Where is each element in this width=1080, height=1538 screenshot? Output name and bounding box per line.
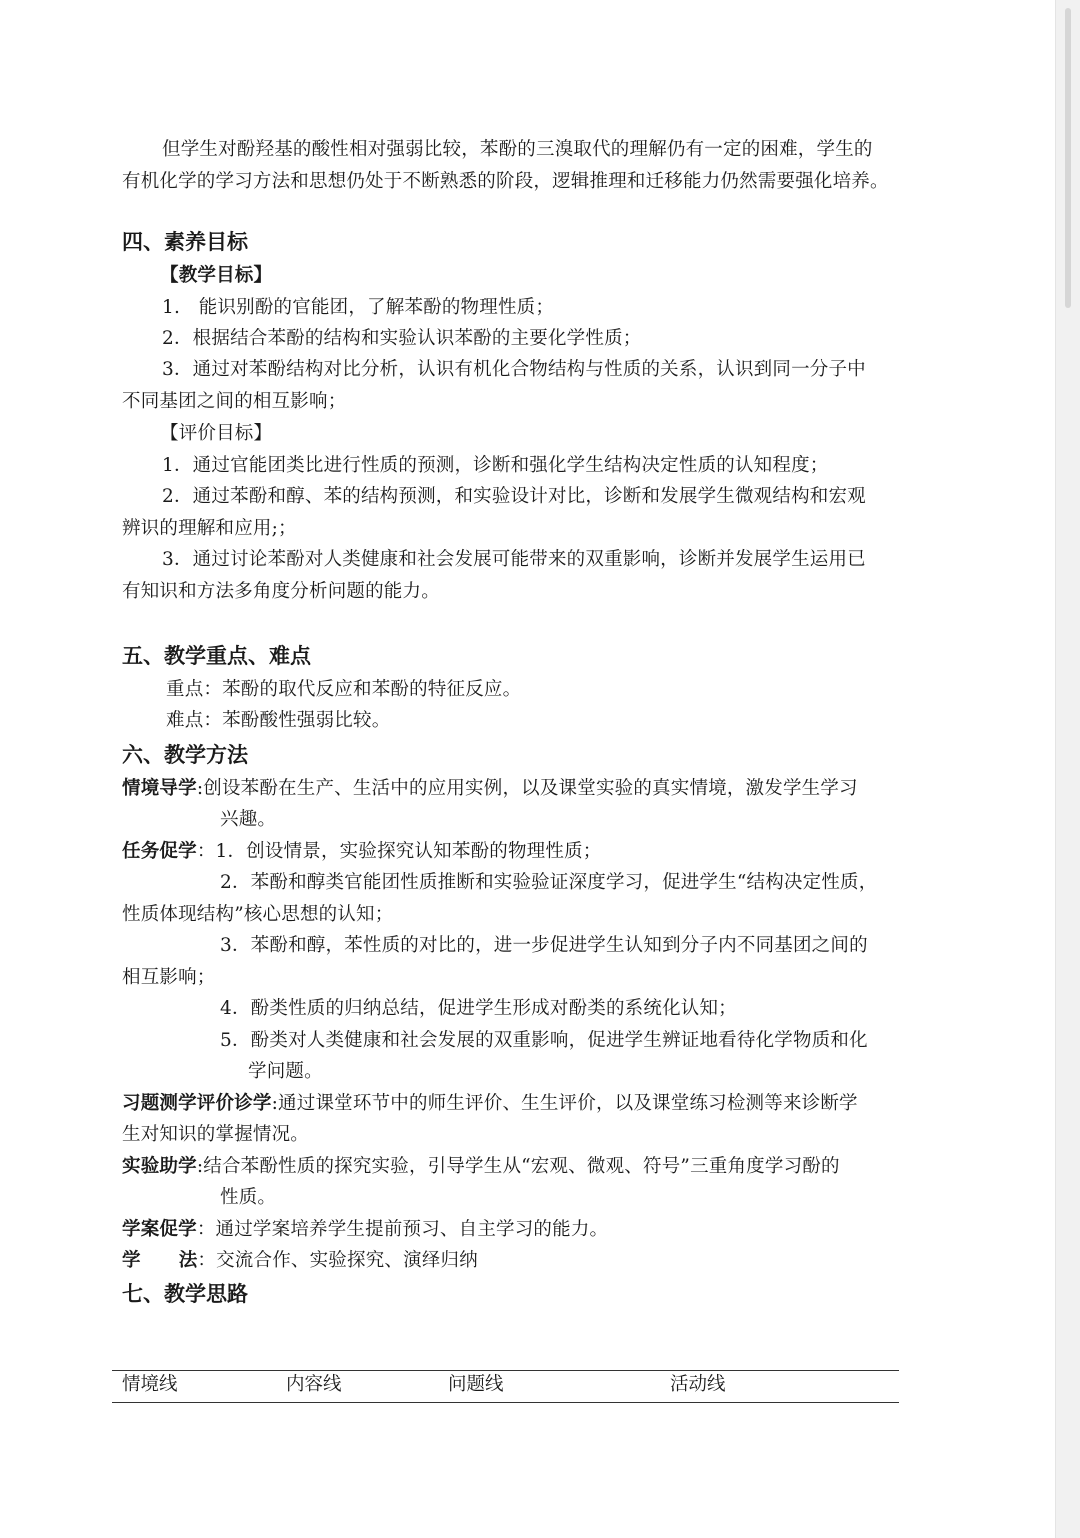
eval-goal-2: 2．通过苯酚和醇、苯的结构预测，和实验设计对比，诊断和发展学生微观结构和宏观 — [162, 486, 866, 507]
intro-line-2: 有机化学的学习方法和思想仍处于不断熟悉的阶段，逻辑推理和迁移能力仍然需要强化培养。 — [122, 171, 889, 192]
task-item-3-cont: 相互影响； — [122, 967, 216, 988]
eval-goal-2-cont: 辨识的理解和应用;； — [122, 518, 297, 539]
task-item-2: 2．苯酚和醇类官能团性质推断和实验验证深度学习，促进学生“结构决定性质， — [220, 872, 878, 893]
task-label: 任务促学 — [122, 841, 197, 862]
section-4-title: 四、素养目标 — [122, 230, 248, 254]
case-line — [122, 1218, 608, 1242]
experiment-line-2: 性质。 — [220, 1187, 277, 1208]
method-label-b: 法 — [178, 1250, 198, 1271]
teaching-goal-label: 【教学目标】 — [160, 265, 273, 286]
intro-line-1: 但学生对酚羟基的酸性相对强弱比较，苯酚的三溴取代的理解仍有一定的困难，学生的 — [162, 139, 873, 160]
table-header-situation: 情境线 — [122, 1374, 178, 1395]
teaching-goal-3: 3．通过对苯酚结构对比分析，认识有机化合物结构与性质的关系，认识到同一分子中 — [162, 359, 866, 380]
task-item-5: 5．酚类对人类健康和社会发展的双重影响，促进学生辨证地看待化学物质和化 — [220, 1030, 868, 1051]
teaching-goal-2: 2．根据结合苯酚的结构和实验认识苯酚的主要化学性质； — [162, 328, 642, 349]
table-header-bottom-rule — [112, 1402, 899, 1403]
task-item-3: 3．苯酚和醇，苯性质的对比的，进一步促进学生认知到分子内不同基团之间的 — [220, 935, 868, 956]
exercise-line-1 — [122, 1092, 858, 1116]
method-line — [122, 1249, 478, 1273]
task-item-4: 4．酚类性质的归纳总结，促进学生形成对酚类的系统化认知； — [220, 998, 737, 1019]
key-point: 重点：苯酚的取代反应和苯酚的特征反应。 — [166, 679, 522, 700]
eval-goal-3-cont: 有知识和方法多角度分析问题的能力。 — [122, 581, 440, 602]
eval-goal-1: 1．通过官能团类比进行性质的预测，诊断和强化学生结构决定性质的认知程度； — [162, 455, 829, 476]
situation-line-1 — [122, 777, 858, 801]
situation-line-2: 兴趣。 — [220, 809, 277, 830]
task-item-2-cont: 性质体现结构”核心思想的认知； — [122, 904, 394, 925]
experiment-label: 实验助学 — [122, 1156, 197, 1177]
situation-text: :创设苯酚在生产、生活中的应用实例，以及课堂实验的真实情境，激发学生学习 — [196, 778, 858, 799]
situation-label: 情境导学 — [122, 778, 197, 799]
section-7-title: 七、教学思路 — [122, 1282, 248, 1306]
method-label-a: 学 — [122, 1250, 141, 1271]
section-5-title: 五、教学重点、难点 — [122, 644, 311, 668]
eval-goal-label: 【评价目标】 — [160, 423, 273, 444]
experiment-text: :结合苯酚性质的探究实验，引导学生从“宏观、微观、符号”三重角度学习酚的 — [196, 1156, 840, 1177]
table-header-content: 内容线 — [286, 1374, 342, 1395]
table-header-activity: 活动线 — [670, 1374, 726, 1395]
method-text: ：交流合作、实验探究、演绎归纳 — [197, 1250, 478, 1271]
case-text: ：通过学案培养学生提前预习、自主学习的能力。 — [196, 1219, 609, 1240]
task-item-1: ：1．创设情景，实验探究认知苯酚的物理性质； — [196, 841, 602, 862]
teaching-goal-1: 1. 能识别酚的官能团，了解苯酚的物理性质； — [162, 297, 555, 318]
difficult-point: 难点：苯酚酸性强弱比较。 — [166, 710, 391, 731]
experiment-line-1 — [122, 1155, 840, 1179]
table-top-rule — [112, 1370, 899, 1371]
task-item-5-cont: 学问题。 — [248, 1061, 323, 1082]
exercise-text: :通过课堂环节中的师生评价、生生评价，以及课堂练习检测等来诊断学 — [271, 1093, 858, 1114]
eval-goal-3: 3．通过讨论苯酚对人类健康和社会发展可能带来的双重影响，诊断并发展学生运用已 — [162, 549, 866, 570]
table-header-question: 问题线 — [448, 1374, 504, 1395]
section-6-title: 六、教学方法 — [122, 743, 248, 767]
vertical-scrollbar[interactable] — [1055, 0, 1080, 1538]
task-line-1 — [122, 840, 602, 864]
scrollbar-thumb[interactable] — [1065, 8, 1071, 308]
case-label: 学案促学 — [122, 1219, 197, 1240]
exercise-line-2: 生对知识的掌握情况。 — [122, 1124, 310, 1145]
exercise-label: 习题测学评价诊学 — [122, 1093, 272, 1114]
teaching-goal-3-cont: 不同基团之间的相互影响； — [122, 391, 347, 412]
